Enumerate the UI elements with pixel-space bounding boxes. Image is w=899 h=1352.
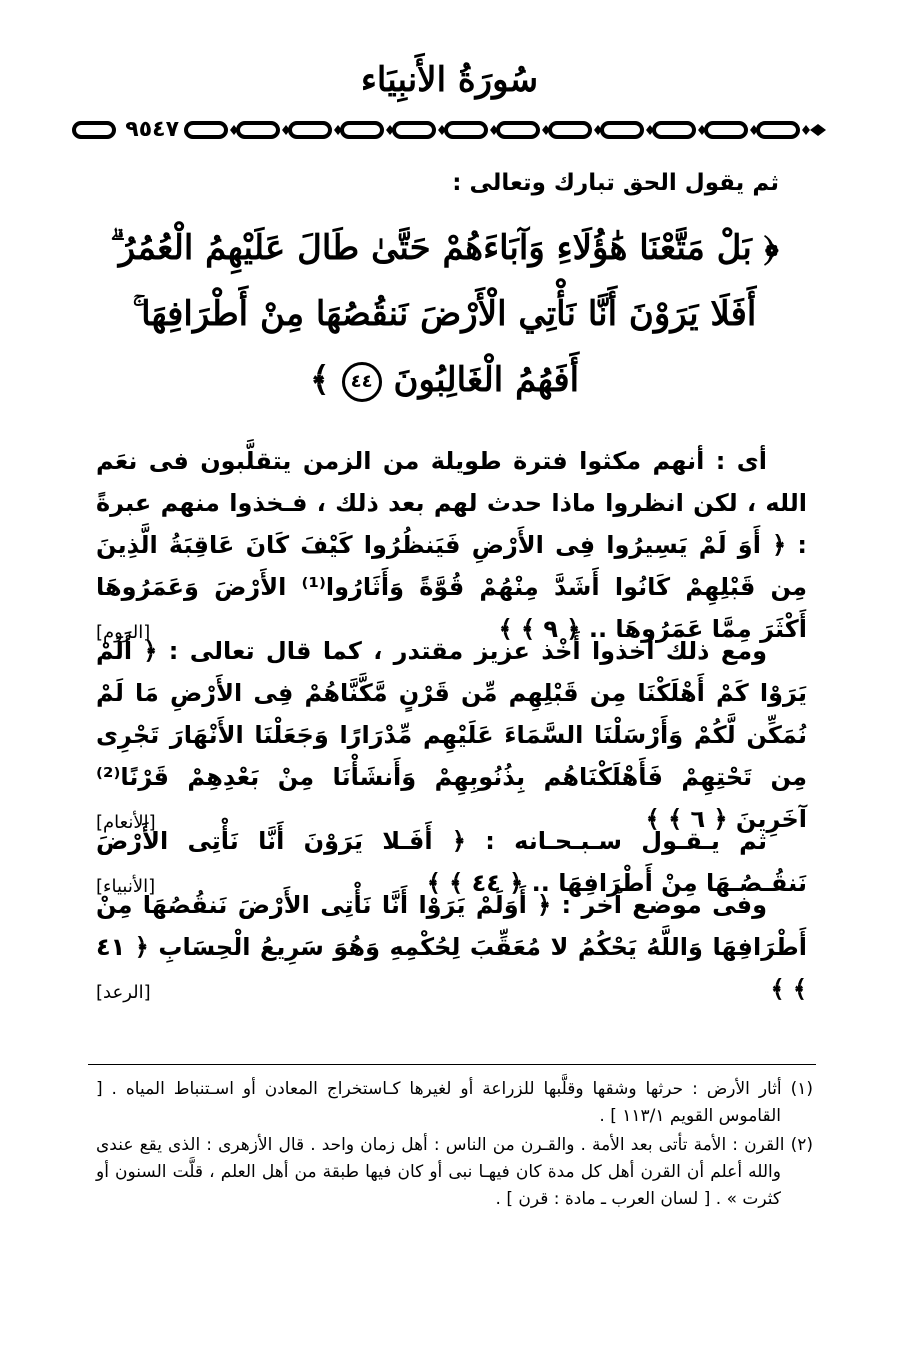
- ayah-number-marker: ٤٤: [342, 362, 382, 402]
- paragraph-4: وفى موضع آخر : ﴿ أَوَلَمْ يَرَوْا أَنَّا نَأْتِى الأَرْضَ نَنقُصُهَا مِنْ أَطْرَافِهَا وَاللَّهُ يَحْكُمُ لا مُعَقِّبَ لِحُكْمِهِ وَهُوَ سَرِيعُ الْحِسَابِ ﴿ ٤١ ﴾ ﴾ [الرعد]: [96, 891, 807, 1003]
- intro-line: ثم يقول الحق تبارك وتعالى :: [452, 170, 779, 196]
- quran-verse-block: [80, 215, 809, 413]
- paragraph-3: ثم يـقـول سـبـحـانه : ﴿ أَفَـلا يَرَوْنَ أَنَّا نَأْتِى الأَرْضَ نَنقُـصُـهَا مِنْ أَطْرَافِهَا .. ﴿ ٤٤ ﴾ ﴾ [الأنبياء]: [96, 827, 807, 897]
- paragraph-1-text: أى : أنهم مكثوا فترة طويلة من الزمن يتقلَّبون فى نعَم الله ، لكن انظروا ماذا حدث لهم بعد ذلك ، فـخذوا منهم عبرةً : ﴿ أَوَ لَمْ يَسِيرُوا فِى الأَرْضِ فَيَنظُرُوا كَيْفَ كَانَ عَاقِبَةُ الَّذِينَ مِن قَبْلِهِمْ كَانُوا أَشَدَّ مِنْهُمْ قُوَّةً وَأَثَارُوا⁽¹⁾ الأَرْضَ وَعَمَرُوهَا أَكْثَرَ مِمَّا عَمَرُوهَا .. ﴿ ٩ ﴾ ﴾: [96, 447, 807, 643]
- decorative-chain-border: [70, 116, 830, 144]
- verse-line-3-text: أَفَهُمُ الْغَالِبُونَ: [393, 360, 580, 400]
- sura-title: سُورَةُ الأَنبِيَاء: [360, 60, 539, 100]
- verse-line-1: ﴿ بَلْ مَتَّعْنَا هَٰؤُلَاءِ وَآبَاءَهُمْ حَتَّىٰ طَالَ عَلَيْهِمُ الْعُمُرُ ۗ: [110, 228, 779, 268]
- paragraph-2-text: ومع ذلك أخذوا أَخْذ عزيز مقتدر ، كما قال تعالى : ﴿ أَلَمْ يَرَوْا كَمْ أَهْلَكْنَا مِن قَبْلِهِم مِّن قَرْنٍ مَّكَّنَّاهُمْ فِى الأَرْضِ مَا لَمْ نُمَكِّن لَّكُمْ وَأَرْسَلْنَا السَّمَاءَ عَلَيْهِم مِّدْرَارًا وَجَعَلْنَا الأَنْهَارَ تَجْرِى مِن تَحْتِهِمْ فَأَهْلَكْنَاهُم بِذُنُوبِهِمْ وَأَنشَأْنَا مِنْ بَعْدِهِمْ قَرْنًا⁽²⁾ آخَرِينَ ﴿ ٦ ﴾ ﴾: [96, 637, 807, 833]
- verse-line-3: [80, 347, 809, 413]
- footnote-1: (١) أثار الأرض : حرثها وشقها وقلَّبها للزراعة أو لغيرها كـاستخراج المعادن أو اسـتنباط المياه . [ القاموس القويم ١١٣/١ ] .: [96, 1079, 813, 1126]
- verse-close-bracket: ﴾: [309, 360, 330, 400]
- footnotes: [96, 1076, 813, 1215]
- chain-border-icon: [70, 116, 830, 144]
- paragraph-4-text: وفى موضع آخر : ﴿ أَوَلَمْ يَرَوْا أَنَّا نَأْتِى الأَرْضَ نَنقُصُهَا مِنْ أَطْرَافِهَا وَاللَّهُ يَحْكُمُ لا مُعَقِّبَ لِحُكْمِهِ وَهُوَ سَرِيعُ الْحِسَابِ ﴿ ٤١ ﴾ ﴾: [96, 891, 807, 1003]
- verse-line-2: أَفَلَا يَرَوْنَ أَنَّا نَأْتِي الْأَرْضَ نَنقُصُهَا مِنْ أَطْرَافِهَا ۚ: [132, 294, 757, 334]
- paragraph-3-text: ثم يـقـول سـبـحـانه : ﴿ أَفَـلا يَرَوْنَ أَنَّا نَأْتِى الأَرْضَ نَنقُـصُـهَا مِنْ أَطْرَافِهَا .. ﴿ ٤٤ ﴾ ﴾: [96, 827, 807, 897]
- commentary-body: [96, 440, 807, 1003]
- paragraph-1: أى : أنهم مكثوا فترة طويلة من الزمن يتقلَّبون فى نعَم الله ، لكن انظروا ماذا حدث لهم بعد ذلك ، فـخذوا منهم عبرةً : ﴿ أَوَ لَمْ يَسِيرُوا فِى الأَرْضِ فَيَنظُرُوا كَيْفَ كَانَ عَاقِبَةُ الَّذِينَ مِن قَبْلِهِمْ كَانُوا أَشَدَّ مِنْهُمْ قُوَّةً وَأَثَارُوا⁽¹⁾ الأَرْضَ وَعَمَرُوهَا أَكْثَرَ مِمَّا عَمَرُوهَا .. ﴿ ٩ ﴾ ﴾ [الروم]: [96, 447, 807, 643]
- footnote-divider: [88, 1064, 816, 1065]
- paragraph-2: ومع ذلك أخذوا أَخْذ عزيز مقتدر ، كما قال تعالى : ﴿ أَلَمْ يَرَوْا كَمْ أَهْلَكْنَا مِن قَبْلِهِم مِّن قَرْنٍ مَّكَّنَّاهُمْ فِى الأَرْضِ مَا لَمْ نُمَكِّن لَّكُمْ وَأَرْسَلْنَا السَّمَاءَ عَلَيْهِم مِّدْرَارًا وَجَعَلْنَا الأَنْهَارَ تَجْرِى مِن تَحْتِهِمْ فَأَهْلَكْنَاهُم بِذُنُوبِهِمْ وَأَنشَأْنَا مِنْ بَعْدِهِمْ قَرْنًا⁽²⁾ آخَرِينَ ﴿ ٦ ﴾ ﴾ [الأنعام]: [96, 637, 807, 833]
- footnote-2: (٢) القرن : الأمة تأتى بعد الأمة . والقـرن من الناس : أهل زمان واحد . قال الأزهرى : الذى يقع عندى والله أعلم أن القرن أهل كل مدة كان فيهـا نبى أو كان فيها طبقة من أهل العلم ، قلَّت السنون أو كثرت » . [ لسان العرب ـ مادة : قرن ] .: [96, 1135, 813, 1209]
- page-number: ٩٥٤٧: [125, 117, 179, 142]
